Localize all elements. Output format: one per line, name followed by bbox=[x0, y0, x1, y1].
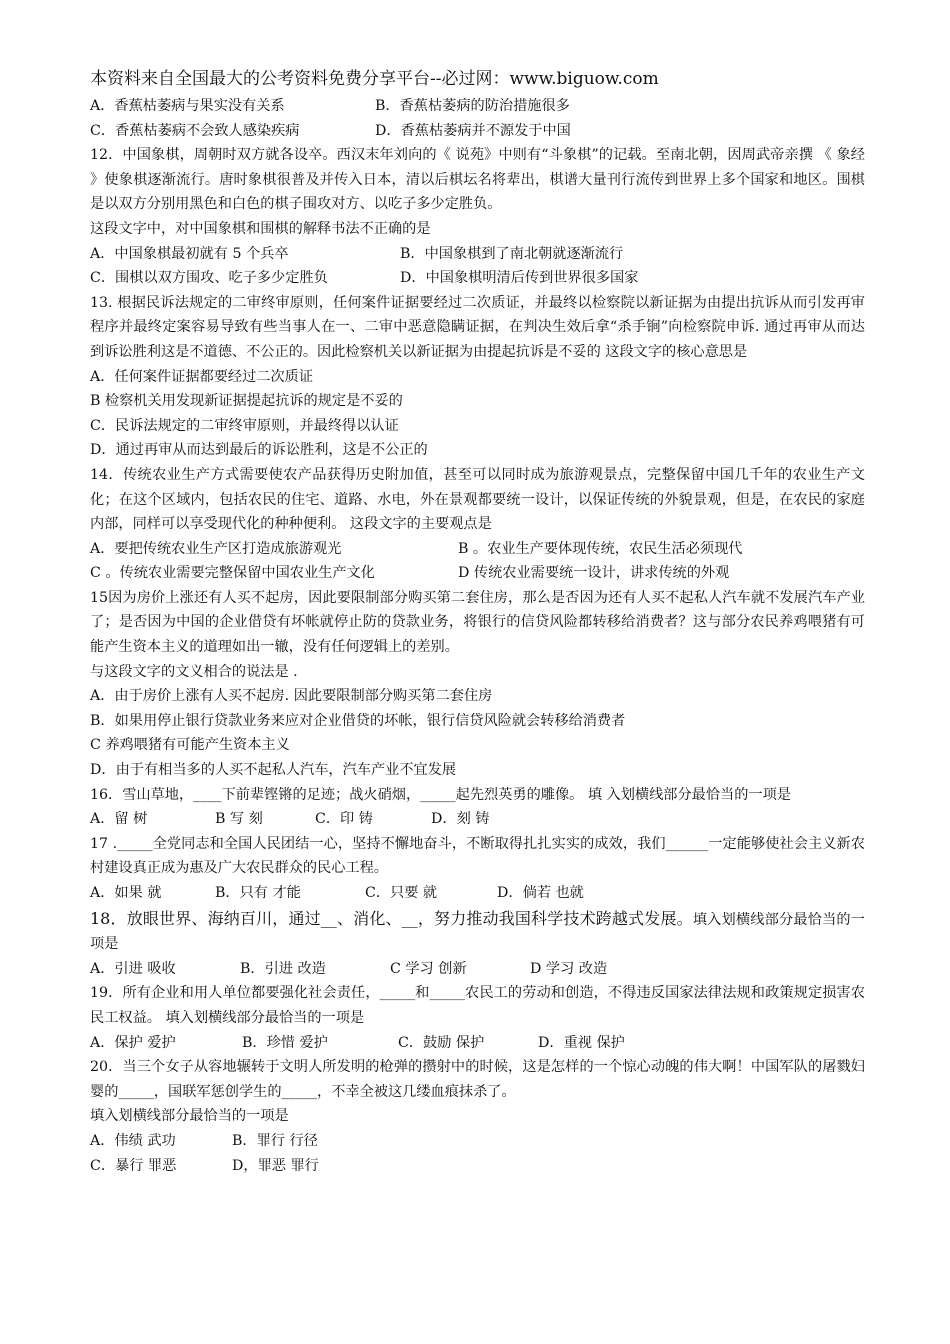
q13-option-d: D．通过再审从而达到最后的诉讼胜利，这是不公正的 bbox=[90, 442, 428, 459]
q11-option-c: C．香蕉枯萎病不会致人感染疾病 bbox=[90, 122, 300, 139]
q13-option-a: A．任何案件证据都要经过二次质证 bbox=[90, 368, 314, 385]
q17-option-c: C．只要 就 bbox=[365, 885, 438, 901]
q15-option-b: B．如果用停止银行贷款业务来应对企业借贷的坏帐，银行信贷风险就会转移给消费者 bbox=[90, 712, 626, 729]
q12-option-c: C．围棋以双方围攻、吃子多少定胜负 bbox=[90, 270, 328, 287]
q18-option-c: C 学习 创新 bbox=[390, 960, 467, 977]
q14-option-c: C 。传统农业需要完整保留中国农业生产文化 bbox=[90, 565, 375, 582]
q15-option-d: D．由于有相当多的人买不起私人汽车，汽车产业不宜发展 bbox=[90, 762, 457, 779]
q15-option-a: A．由于房价上涨有人买不起房. 因此要限制部分购买第二套住房 bbox=[90, 688, 493, 705]
q16-option-d: D．刻 铸 bbox=[431, 811, 490, 828]
q14-options-row-2 bbox=[90, 561, 865, 586]
q15-option-c: C 养鸡喂猪有可能产生资本主义 bbox=[90, 737, 290, 754]
q18-option-a: A．引进 吸收 bbox=[90, 960, 176, 977]
q15-question: 与这段文字的文义相合的说法是 . bbox=[90, 663, 298, 680]
q14-stem: 14．传统农业生产方式需要使农产品获得历史附加值，甚至可以同时成为旅游观景点，完整保留中国几千年的农业生产文化；在这个区域内，包括农民的住宅、道路、水电，外在景观都要统一设计，以保证传统的外貌景观，但是，在农民的家庭内部，同样可以享受现代化的种种便利。 这段文字的主要观点是 bbox=[90, 466, 865, 533]
q15-stem: 15因为房价上涨还有人买不起房，因此要限制部分购买第二套住房，那么是否因为还有人买不起私人汽车就不发展汽车产业了；是否因为中国的企业借贷有坏帐就停止防的贷款业务，将银行的信贷风险都转移给消费者？这与部分农民养鸡喂猪有可能产生资本主义的道理如出一辙，没有任何逻辑上的差别。 bbox=[90, 589, 865, 656]
q18-stem-rest: 填入划横线部分最恰当的一项是 bbox=[90, 911, 865, 953]
q14-option-a: A．要把传统农业生产区打造成旅游观光 bbox=[90, 540, 342, 557]
q11-options-row-2 bbox=[90, 119, 865, 144]
q19-option-a: A．保护 爱护 bbox=[90, 1034, 176, 1051]
q14-options-row-1 bbox=[90, 537, 865, 562]
q17-stem: 17 ._____全党同志和全国人民团结一心，坚持不懈地奋斗，不断取得扎扎实实的成效，我们______一定能够使社会主义新农村建设真正成为惠及广大农民群众的民心工程。 bbox=[90, 835, 865, 877]
q20-options-row-1 bbox=[90, 1129, 865, 1154]
q13-option-b: B 检察机关用发现新证据提起抗诉的规定是不妥的 bbox=[90, 393, 403, 410]
q13-stem: 13. 根据民诉法规定的二审终审原则，任何案件证据要经过二次质证，并最终以检察院以新证据为由提出抗诉从而引发再审程序并最终定案容易导致有些当事人在一、二审中恶意隐瞒证据，在判决生效后拿“杀手锏”向检察院申诉. 通过再审从而达到诉讼胜利这是不道德、不公正的。因此检察机关以新证据为由提起抗诉是不妥的 这段文字的核心意思是 bbox=[90, 294, 865, 360]
q12-stem: 12．中国象棋，周朝时双方就各设卒。西汉末年刘向的《 说苑》中则有“斗象棋”的记载。至南北朝，因周武帝亲撰 《 象经 》使象棋逐渐流行。唐时象棋很普及并传入日本，清以后棋坛名将辈出，棋谱大量刊行流传到世界上多个国家和地区。围棋是以双方分别用黑色和白色的棋子围攻对方、以吃子多少定胜负。 bbox=[90, 147, 865, 213]
q18-stem bbox=[90, 906, 865, 957]
q20-question: 填入划横线部分最恰当的一项是 bbox=[90, 1108, 289, 1125]
q18-stem-main: 18．放眼世界、海纳百川，通过__、消化、__，努力推动我国科学技术跨越式发展。 bbox=[90, 908, 693, 928]
q16-options-row bbox=[90, 807, 865, 832]
q17-options-row bbox=[90, 881, 865, 906]
q12-options-row-2 bbox=[90, 266, 865, 291]
q19-option-b: B．珍惜 爱护 bbox=[242, 1034, 328, 1051]
q12-option-d: D．中国象棋明清后传到世界很多国家 bbox=[400, 270, 639, 287]
q16-option-a: A．留 树 bbox=[90, 811, 148, 828]
q11-option-a: A．香蕉枯萎病与果实没有关系 bbox=[90, 98, 285, 114]
q12-option-b: B．中国象棋到了南北朝就逐渐流行 bbox=[400, 245, 624, 262]
q17-option-b: B．只有 才能 bbox=[215, 885, 301, 901]
q12-question: 这段文字中，对中国象棋和围棋的解释书法不正确的是 bbox=[90, 220, 431, 237]
q17-option-d: D．倘若 也就 bbox=[497, 885, 584, 901]
q20-option-c: C．暴行 罪恶 bbox=[90, 1157, 177, 1174]
q16-stem: 16．雪山草地，____下前辈铿锵的足迹；战火硝烟，_____起先烈英勇的雕像。 填 入划横线部分最恰当的一项是 bbox=[90, 786, 791, 803]
q18-option-d: D 学习 改造 bbox=[530, 960, 608, 977]
q12-options-row-1 bbox=[90, 242, 865, 267]
q20-option-d: D，罪恶 罪行 bbox=[232, 1157, 319, 1174]
q13-option-c: C．民诉法规定的二审终审原则，并最终得以认证 bbox=[90, 417, 399, 434]
q14-option-b: B 。农业生产要体现传统，农民生活必须现代 bbox=[458, 540, 743, 557]
q18-option-b: B．引进 改造 bbox=[240, 960, 326, 977]
q11-option-b: B．香蕉枯萎病的防治措施很多 bbox=[375, 98, 570, 114]
q19-stem: 19．所有企业和用人单位都要强化社会责任，_____和_____农民工的劳动和创造，不得违反国家法律法规和政策规定损害农民工权益。 填入划横线部分最恰当的一项是 bbox=[90, 985, 865, 1026]
q19-option-c: C．鼓励 保护 bbox=[398, 1034, 485, 1051]
document-page bbox=[90, 66, 865, 1178]
q19-options-row bbox=[90, 1031, 865, 1056]
q19-option-d: D．重视 保护 bbox=[538, 1034, 625, 1051]
q18-options-row bbox=[90, 957, 865, 982]
q20-stem: 20．当三个女子从容地辗转于文明人所发明的枪弹的攒射中的时候，这是怎样的一个惊心动魄的伟大啊！中国军队的屠戮妇婴的_____，国联军惩创学生的_____，不幸全被这几缕血痕抹杀了。 bbox=[90, 1059, 865, 1100]
q17-option-a: A．如果 就 bbox=[90, 885, 162, 901]
q11-options-row-1 bbox=[90, 94, 865, 119]
q20-options-row-2 bbox=[90, 1154, 865, 1179]
q16-option-c: C．印 铸 bbox=[315, 811, 373, 828]
q12-option-a: A．中国象棋最初就有 5 个兵卒 bbox=[90, 245, 289, 262]
q16-option-b: B 写 刻 bbox=[215, 811, 263, 828]
q11-option-d: D．香蕉枯萎病并不源发于中国 bbox=[375, 122, 571, 139]
q20-option-a: A．伟绩 武功 bbox=[90, 1132, 176, 1149]
q20-option-b: B．罪行 行径 bbox=[232, 1132, 318, 1149]
q14-option-d: D 传统农业需要统一设计，讲求传统的外观 bbox=[458, 565, 730, 582]
page-header: 本资料来自全国最大的公考资料免费分享平台--必过网：www.biguow.com bbox=[90, 69, 659, 89]
